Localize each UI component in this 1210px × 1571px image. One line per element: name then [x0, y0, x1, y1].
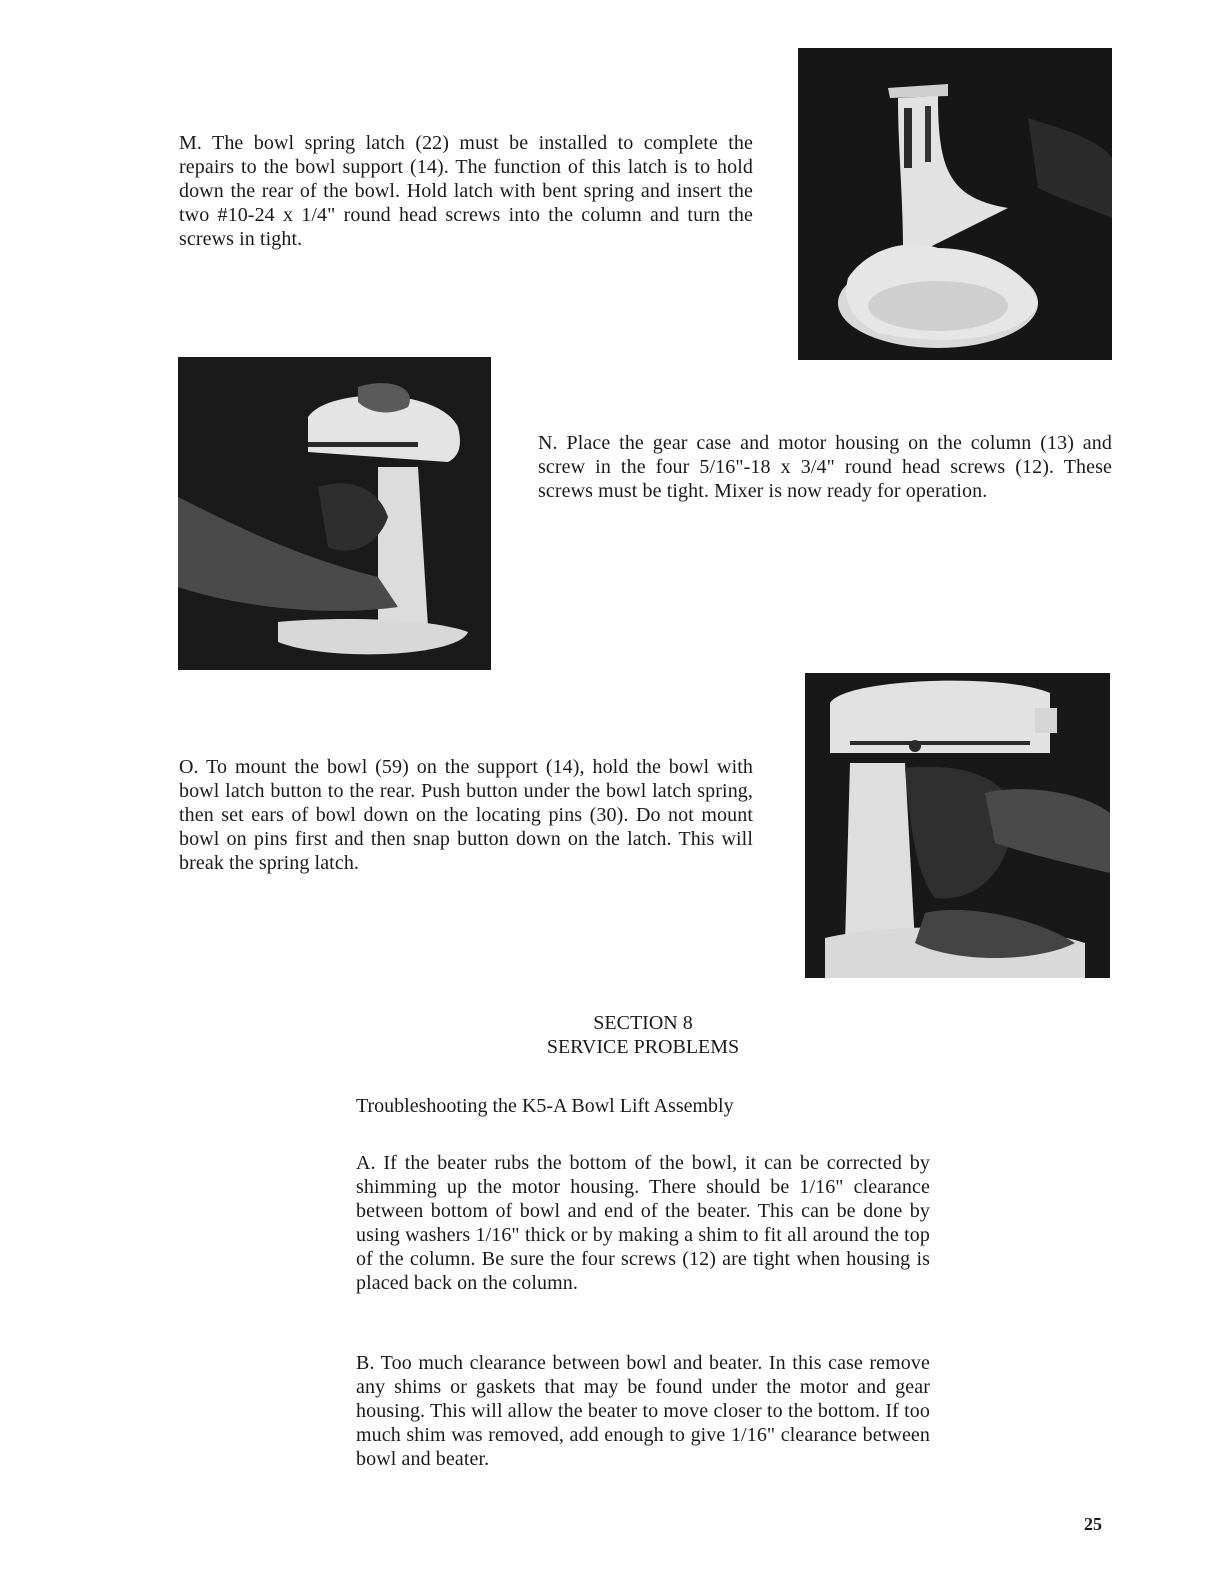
mount-bowl-image	[805, 673, 1110, 978]
photo-bowl-support	[798, 48, 1112, 360]
step-m-text: M. The bowl spring latch (22) must be installed to complete the repairs to the bowl support (14). The function of this latch is to hold down the rear of the bowl. Hold latch with bent spring and insert the two #10-24 x 1/4" round head screws into the column and turn the screws in tight.	[179, 132, 753, 250]
photo-mount-bowl	[805, 673, 1110, 978]
step-o-text: O. To mount the bowl (59) on the support (14), hold the bowl with bowl latch button to the rear. Push button under the bowl latch spring, then set ears of bowl down on the locating pins (30). Do not mount bowl on pins first and then snap button down on the latch. This will break the spring latch.	[179, 756, 753, 874]
step-n-text: N. Place the gear case and motor housing on the column (13) and screw in the four 5/16"-18 x 3/4" round head screws (12). These screws must be tight. Mixer is now ready for operation.	[538, 432, 1112, 502]
service-problem-a: A. If the beater rubs the bottom of the bowl, it can be corrected by shimming up the motor housing. There should be 1/16" clearance between bottom of bowl and end of the beater. This can be done by using washers 1/16" thick or by making a shim to fit all around the top of the column. Be sure the four screws (12) are tight when housing is placed back on the column.	[356, 1152, 930, 1294]
photo-housing-install	[178, 357, 491, 670]
bowl-support-image	[798, 48, 1112, 360]
housing-install-image	[178, 357, 491, 670]
service-problem-b: B. Too much clearance between bowl and beater. In this case remove any shims or gaskets that may be found under the motor and gear housing. This will allow the beater to move closer to the bottom. If too much shim was removed, add enough to give 1/16" clearance between bowl and beater.	[356, 1352, 930, 1470]
section-heading	[478, 1011, 808, 1059]
section-subtitle: Troubleshooting the K5-A Bowl Lift Assembly	[356, 1095, 734, 1117]
section-number: SECTION 8	[593, 1012, 693, 1034]
section-title: SERVICE PROBLEMS	[546, 1036, 740, 1058]
page-number: 25	[1084, 1514, 1102, 1534]
